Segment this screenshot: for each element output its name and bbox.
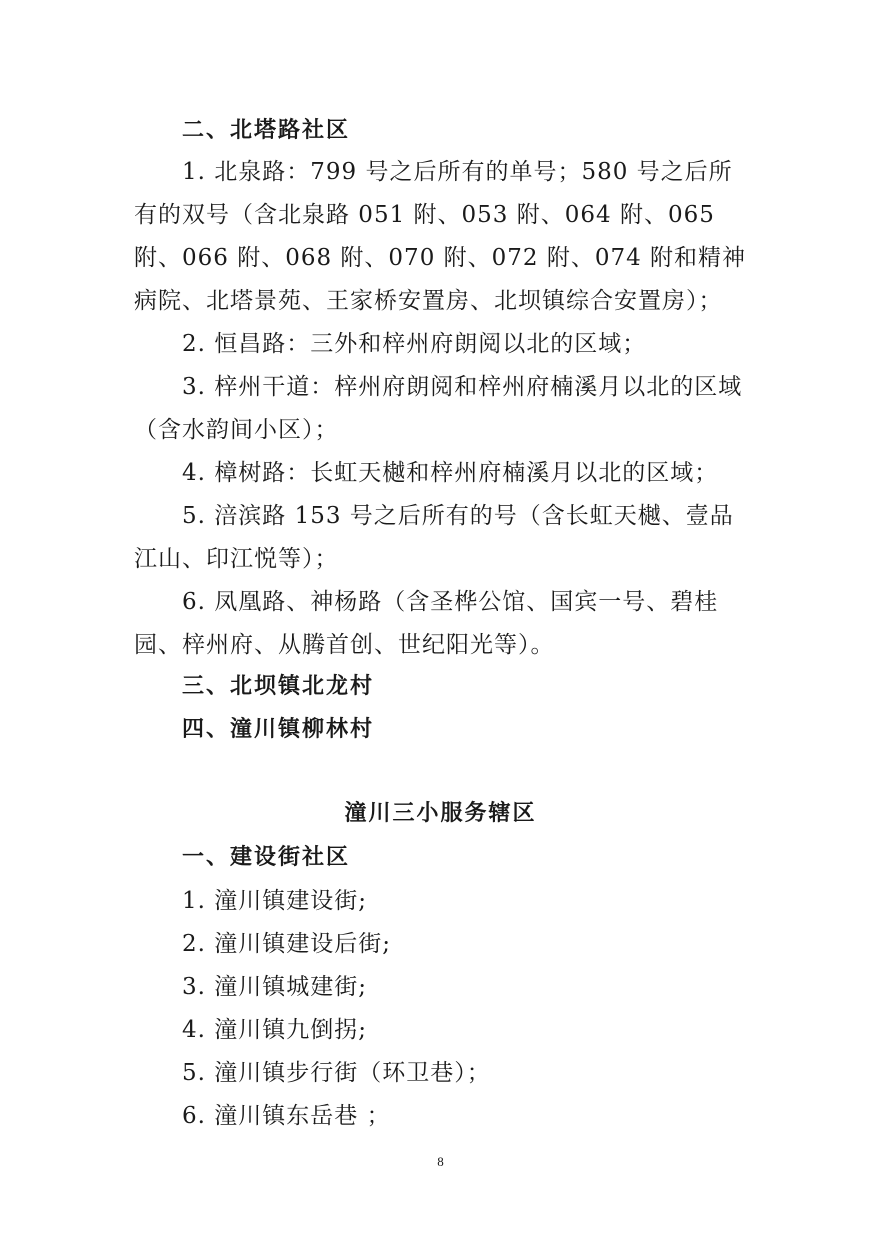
district-list-item: 5. 潼川镇步行街（环卫巷）； [182, 1060, 491, 1086]
district-list-item: 4. 潼川镇九倒拐; [182, 1017, 368, 1043]
paragraph-fubin-road: 5. 涪滨路 153 号之后所有的号（含长虹天樾、壹品江山、印江悦等）； [134, 503, 734, 572]
section-heading-beilong-village: 三、北坝镇北龙村 [182, 674, 375, 699]
section-heading-beita-road: 二、北塔路社区 [182, 118, 351, 143]
district-list-item: 3. 潼川镇城建街; [182, 974, 368, 1000]
district-list-item: 6. 潼川镇东岳巷 ； [182, 1103, 391, 1129]
district-title: 潼川三小服务辖区 [344, 801, 537, 826]
paragraph-zizhou-avenue: 3. 梓州干道：梓州府朗阅和梓州府楠溪月以北的区域（含水韵间小区）； [134, 374, 743, 443]
district-sub-heading: 一、建设街社区 [182, 845, 351, 870]
paragraph-beiquan-road: 1. 北泉路：799 号之后所有的单号；580 号之后所有的双号（含北泉路 051 附、053 附、064 附、065 附、066 附、068 附、070 附、072 附、074 附和精神病院、北塔景苑、王家桥安置房、北坝镇综合安置房）； [134, 159, 747, 314]
paragraph-hengchang-road: 2. 恒昌路：三外和梓州府朗阅以北的区域； [182, 331, 647, 357]
district-list-item: 2. 潼川镇建设后街; [182, 931, 392, 957]
district-list-item: 1. 潼川镇建设街; [182, 888, 368, 914]
paragraph-zhangshu-road: 4. 樟树路：长虹天樾和梓州府楠溪月以北的区域； [182, 460, 719, 486]
page-number: 8 [437, 1154, 444, 1169]
paragraph-fenghuang-road: 6. 凤凰路、神杨路（含圣桦公馆、国宾一号、碧桂园、梓州府、从腾首创、世纪阳光等）。 [134, 589, 719, 658]
section-heading-liulin-village: 四、潼川镇柳林村 [182, 717, 375, 742]
